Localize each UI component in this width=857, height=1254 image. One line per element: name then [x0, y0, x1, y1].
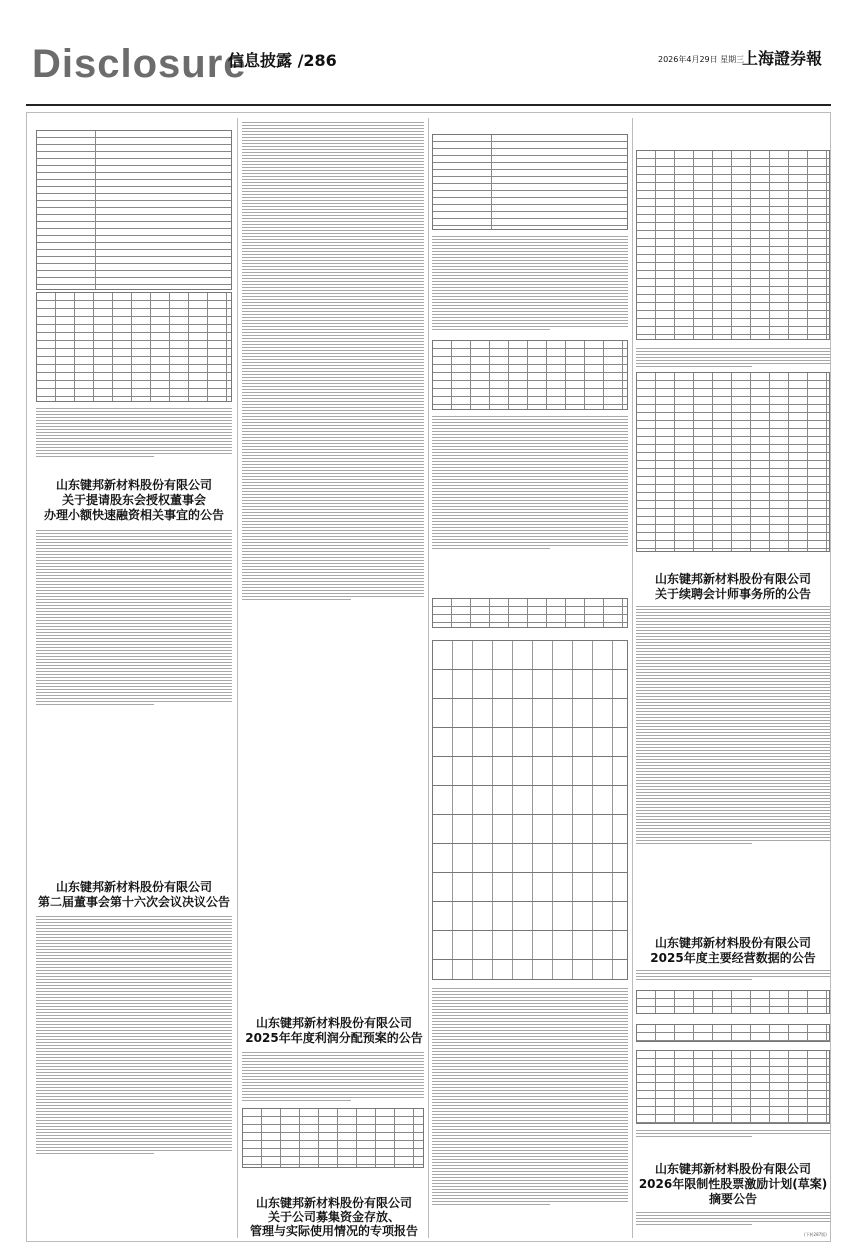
column-divider — [428, 118, 429, 1238]
fund-summary-table — [432, 134, 628, 230]
raw-material-price-table — [636, 1050, 830, 1124]
header-rule — [26, 104, 831, 106]
company-info-table — [36, 130, 232, 290]
cash-management-table — [432, 640, 628, 980]
article-body-a3 — [242, 1052, 424, 1103]
article-body-c4-top — [636, 348, 830, 369]
column-divider — [237, 118, 238, 1238]
production-sales-table — [636, 990, 830, 1014]
article-body-a7 — [636, 1212, 830, 1227]
continued-note: (下转287版) — [804, 1232, 827, 1237]
article-body-a6-end — [636, 1130, 830, 1139]
profit-distribution-table — [242, 1108, 424, 1168]
account-table — [432, 340, 628, 410]
article-title-a1: 山东键邦新材料股份有限公司 关于提请股东会授权董事会 办理小额快速融资相关事宜的公告 — [43, 478, 224, 522]
article-body-c3-top — [432, 236, 628, 332]
column-divider — [632, 118, 633, 1238]
masthead-disclosure: Disclosure — [32, 42, 247, 86]
newspaper-logo: 上海證券報 — [742, 49, 823, 68]
small-table — [432, 598, 628, 628]
use-of-proceeds-table — [636, 150, 830, 340]
article-title-a6: 山东键邦新材料股份有限公司 2025年度主要经营数据的公告 — [650, 936, 816, 965]
article-body-c3-bottom — [432, 988, 628, 1207]
revenue-by-product-table — [636, 1024, 830, 1042]
article-title-a5: 山东键邦新材料股份有限公司 关于续聘会计师事务所的公告 — [654, 572, 811, 601]
article-body-c3-mid — [432, 416, 628, 551]
article-title-a4: 山东键邦新材料股份有限公司 关于公司募集资金存放、 管理与实际使用情况的专项报告 — [249, 1196, 418, 1238]
financial-summary-table — [36, 292, 232, 402]
article-body-a6 — [636, 970, 830, 982]
article-body-a5 — [636, 606, 830, 846]
article-body-c2-top — [242, 122, 424, 602]
article-title-a2: 山东键邦新材料股份有限公司 第二届董事会第十六次会议决议公告 — [37, 880, 230, 909]
article-body-a1 — [36, 530, 232, 707]
issue-date: 2026年4月29日 星期三 — [658, 55, 745, 64]
proceeds-change-table — [636, 372, 830, 552]
article-title-a7: 山东键邦新材料股份有限公司 2026年限制性股票激励计划(草案) 摘要公告 — [638, 1162, 828, 1206]
page-header — [26, 34, 831, 96]
article-body-a2 — [36, 916, 232, 1156]
section-page-label: 信息披露 /286 — [228, 51, 337, 70]
article-title-a3: 山东键邦新材料股份有限公司 2025年年度利润分配预案的公告 — [245, 1016, 423, 1045]
body-text-block — [36, 408, 232, 459]
